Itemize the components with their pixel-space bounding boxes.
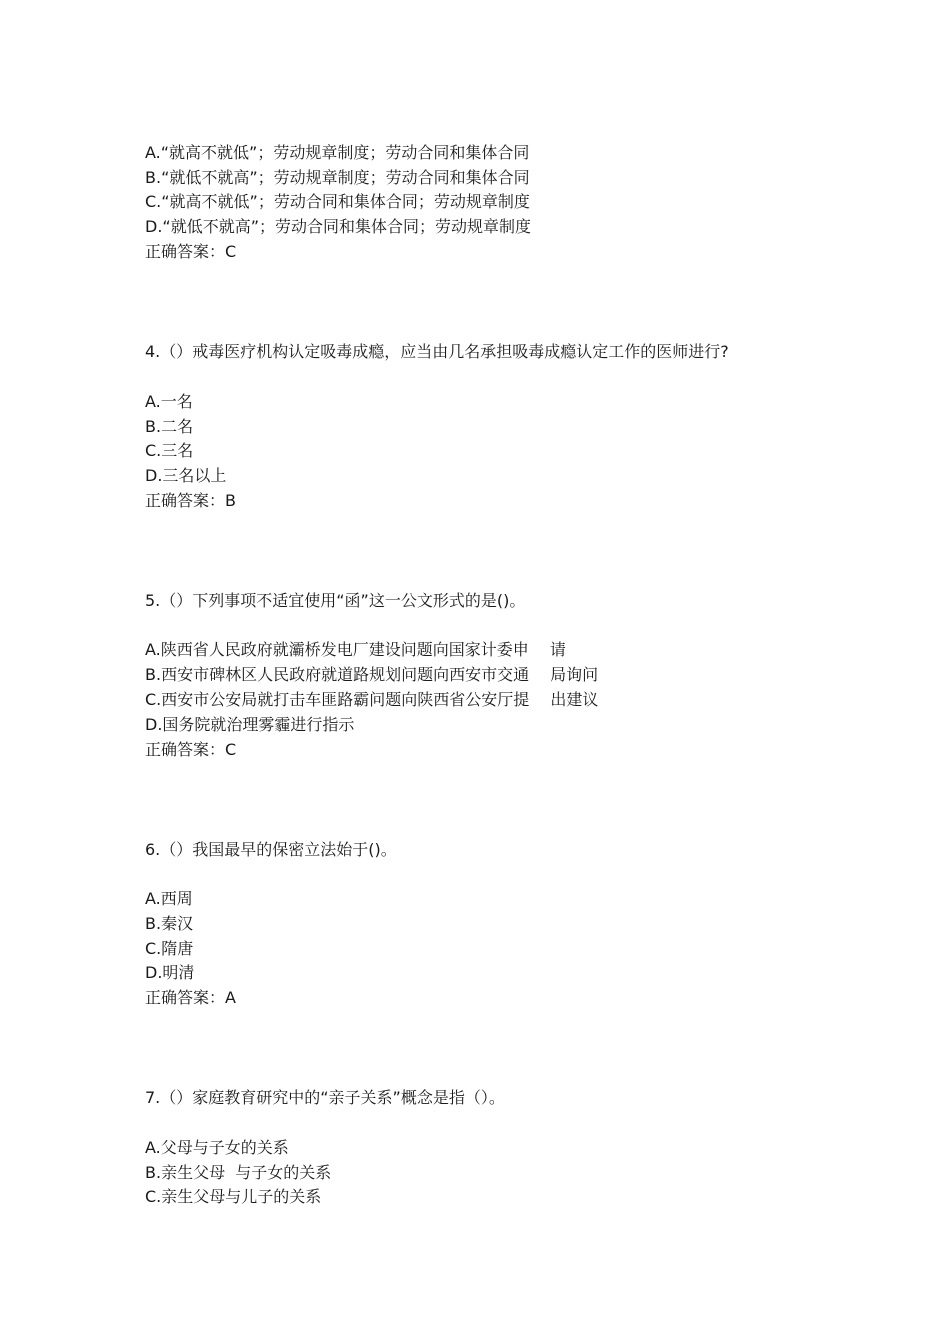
option-b: B.“就低不就高”；劳动规章制度；劳动合同和集体合同 <box>145 168 530 187</box>
option-d: D.明清 <box>145 963 195 982</box>
option-c: C.隋唐 <box>145 939 194 958</box>
option-b: B.二名 <box>145 417 194 436</box>
option-c: C.亲生父母与儿子的关系 <box>145 1187 322 1206</box>
option-c: C.“就高不就低”；劳动合同和集体合同；劳动规章制度 <box>145 192 530 211</box>
option-a: A.“就高不就低”；劳动规章制度；劳动合同和集体合同 <box>145 143 530 162</box>
option-a: A.西周 <box>145 889 193 908</box>
option-c: C.三名 <box>145 441 194 460</box>
correct-answer: 正确答案：C <box>145 242 237 261</box>
option-b: B.西安市碑林区人民政府就道路规划问题向西安市交通 局询问 <box>145 665 599 684</box>
correct-answer: 正确答案：A <box>145 988 236 1007</box>
option-a: A.陕西省人民政府就灞桥发电厂建设问题向国家计委申 请 <box>145 640 566 659</box>
option-b: B.秦汉 <box>145 914 194 933</box>
question-6: 6.（）我国最早的保密立法始于()。 <box>145 840 397 859</box>
option-b: B.亲生父母 与子女的关系 <box>145 1163 332 1182</box>
option-d: D.三名以上 <box>145 466 227 485</box>
option-d: D.国务院就治理雾霾进行指示 <box>145 715 355 734</box>
option-d: D.“就低不就高”；劳动合同和集体合同；劳动规章制度 <box>145 217 531 236</box>
question-4: 4.（）戒毒医疗机构认定吸毒成瘾，应当由几名承担吸毒成瘾认定工作的医师进行? <box>145 342 729 361</box>
question-7: 7.（）家庭教育研究中的“亲子关系”概念是指（）。 <box>145 1088 505 1107</box>
correct-answer: 正确答案：B <box>145 491 236 510</box>
option-a: A.一名 <box>145 392 193 411</box>
question-5: 5.（）下列事项不适宜使用“函”这一公文形式的是()。 <box>145 591 526 610</box>
correct-answer: 正确答案：C <box>145 740 237 759</box>
option-c: C.西安市公安局就打击车匪路霸问题向陕西省公安厅提 出建议 <box>145 690 599 709</box>
option-a: A.父母与子女的关系 <box>145 1138 289 1157</box>
